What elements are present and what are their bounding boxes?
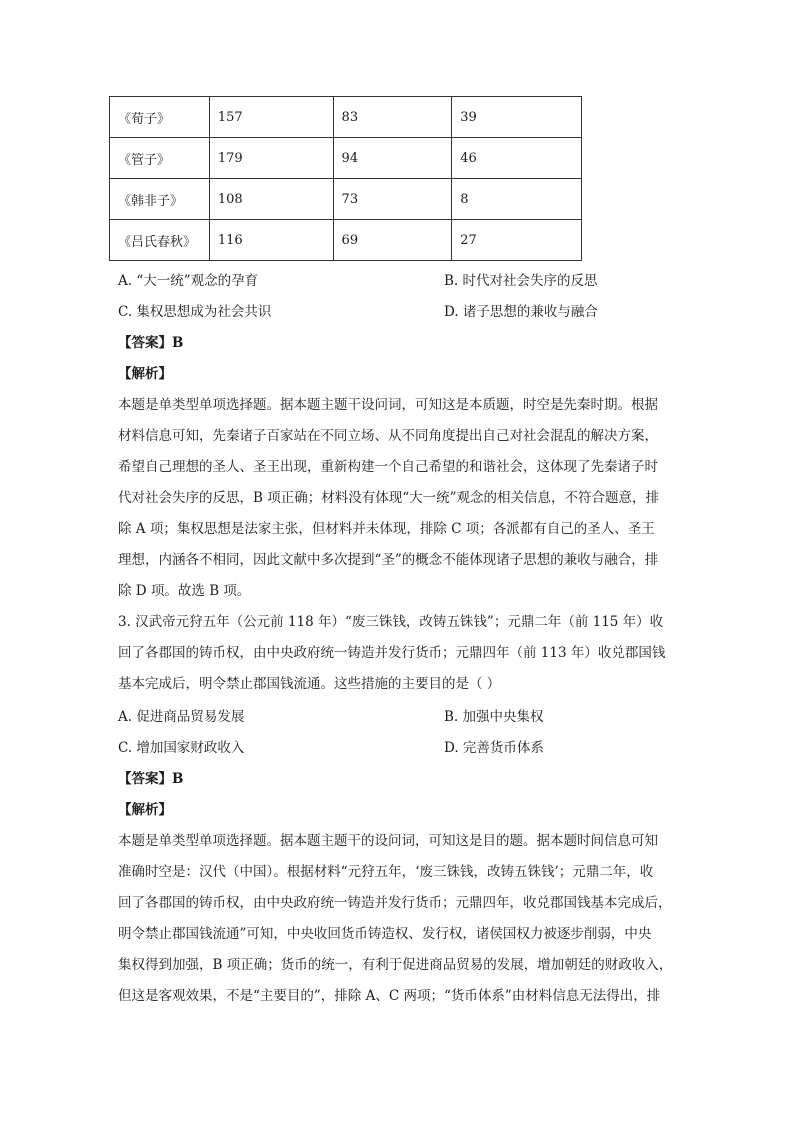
q2-answer-block (118, 328, 678, 607)
analysis-line: 但这是客观效果，不是“主要目的”，排除 A、C 两项；“货币体系”由材料信息无法得出，排 (118, 988, 661, 1004)
option-a: A. 促进商品贸易发展 (118, 709, 245, 725)
question-line: 回了各郡国的铸币权，由中央政府统一铸造并发行货币；元鼎四年（前 113 年）收兑郡国钱 (118, 645, 666, 661)
option-c: C. 增加国家财政收入 (118, 740, 245, 756)
q2-options (118, 266, 678, 328)
table-cell: 73 (333, 179, 452, 220)
table-cell: 《管子》 (110, 138, 210, 179)
analysis-line: 集权得到加强，B 项正确；货币的统一，有利于促进商品贸易的发展，增加朝廷的财政收入， (118, 957, 673, 973)
option-row (118, 733, 678, 764)
table-cell: 108 (209, 179, 333, 220)
option-b: B. 时代对社会失序的反思 (444, 273, 598, 289)
analysis-label: 【解析】 (118, 802, 172, 818)
option-a: A. “大一统”观念的孕育 (118, 273, 259, 289)
question-line: 3. 汉武帝元狩五年（公元前 118 年）“废三铢钱，改铸五铢钱”；元鼎二年（前 115 年）收 (118, 614, 664, 630)
table-cell: 8 (452, 179, 582, 220)
analysis-label: 【解析】 (118, 366, 172, 382)
analysis-line: 除 A 项；集权思想是法家主张，但材料并未体现，排除 C 项；各派都有自己的圣人、圣王 (118, 521, 655, 537)
table-row (110, 179, 582, 220)
analysis-line: 除 D 项。故选 B 项。 (118, 583, 251, 599)
question-line: 基本完成后，明令禁止郡国钱流通。这些措施的主要目的是（ ） (118, 676, 501, 692)
analysis-line: 本题是单类型单项选择题。据本题主题干的设问词，可知这是目的题。据本题时间信息可知 (118, 833, 658, 849)
table-cell: 《韩非子》 (110, 179, 210, 220)
option-row (118, 266, 678, 297)
table-row (110, 138, 582, 179)
analysis-line: 代对社会失序的反思，B 项正确；材料没有体现“大一统”观念的相关信息，不符合题意，排 (118, 490, 660, 506)
analysis-line: 希望自己理想的圣人、圣王出现，重新构建一个自己希望的和谐社会，这体现了先秦诸子时 (118, 459, 658, 475)
table-cell: 116 (209, 220, 333, 261)
option-d: D. 诸子思想的兼收与融合 (444, 304, 598, 320)
option-row (118, 702, 678, 733)
analysis-line: 本题是单类型单项选择题。据本题主题干设问词，可知这是本质题，时空是先秦时期。根据 (118, 397, 658, 413)
table-cell: 《荀子》 (110, 97, 210, 138)
table-cell: 69 (333, 220, 452, 261)
q3-options (118, 702, 678, 764)
table-cell: 《吕氏春秋》 (110, 220, 210, 261)
analysis-line: 回了各郡国的铸币权，由中央政府统一铸造并发行货币；元鼎四年，收兑郡国钱基本完成后， (118, 895, 672, 911)
table-row (110, 97, 582, 138)
option-c: C. 集权思想成为社会共识 (118, 304, 272, 320)
table-cell: 39 (452, 97, 582, 138)
analysis-line: 理想，内涵各不相同，因此文献中多次提到“圣”的概念不能体现诸子思想的兼收与融合，排 (118, 552, 659, 568)
table-cell: 157 (209, 97, 333, 138)
option-d: D. 完善货币体系 (444, 740, 544, 756)
table-cell: 179 (209, 138, 333, 179)
data-table (109, 96, 582, 261)
table-cell: 83 (333, 97, 452, 138)
option-b: B. 加强中央集权 (444, 709, 544, 725)
table-row (110, 220, 582, 261)
answer-label: 【答案】B (118, 771, 184, 787)
table-cell: 94 (333, 138, 452, 179)
analysis-line: 准确时空是：汉代（中国）。根据材料“元狩五年，‘废三铢钱，改铸五铢钱’；元鼎二年，收 (118, 864, 654, 880)
analysis-line: 材料信息可知，先秦诸子百家站在不同立场、从不同角度提出自己对社会混乱的解决方案， (118, 428, 658, 444)
q3-stem (118, 607, 678, 700)
table-cell: 27 (452, 220, 582, 261)
option-row (118, 297, 678, 328)
q3-answer-block (118, 764, 678, 1012)
answer-label: 【答案】B (118, 335, 184, 351)
analysis-line: 明令禁止郡国钱流通”可知，中央收回货币铸造权、发行权，诸侯国权力被逐步削弱，中央 (118, 926, 652, 942)
table-cell: 46 (452, 138, 582, 179)
